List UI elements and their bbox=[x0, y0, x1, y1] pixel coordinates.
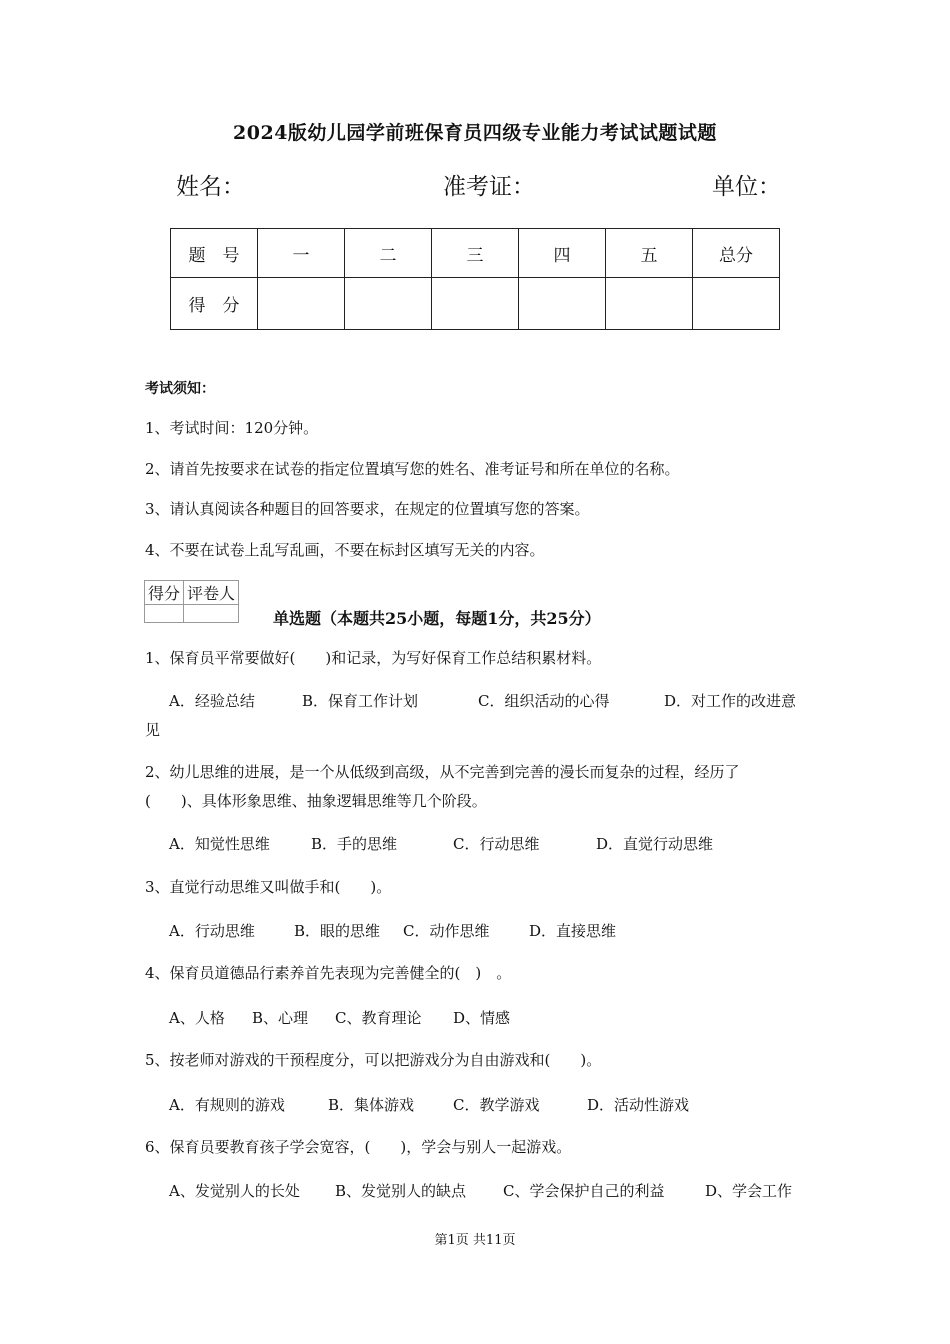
notice-item: 3、请认真阅读各种题目的回答要求，在规定的位置填写您的答案。 bbox=[145, 500, 590, 518]
question-option[interactable]: D．直接思维 bbox=[529, 922, 617, 940]
question-option[interactable]: A．知觉性思维 bbox=[169, 835, 270, 853]
question-option[interactable]: B、发觉别人的缺点 bbox=[335, 1182, 467, 1200]
document-title: 2024版幼儿园学前班保育员四级专业能力考试试题试题 bbox=[233, 122, 717, 144]
question-option[interactable]: D．活动性游戏 bbox=[587, 1096, 690, 1114]
score-header-cell: 一 bbox=[258, 229, 345, 278]
notice-item: 4、不要在试卷上乱写乱画，不要在标封区填写无关的内容。 bbox=[145, 541, 545, 559]
question-option[interactable]: A、人格 bbox=[169, 1009, 225, 1027]
score-cell[interactable] bbox=[345, 278, 432, 330]
question-option[interactable]: C、教育理论 bbox=[335, 1009, 422, 1027]
section-title: 单选题（本题共25小题，每题1分，共25分） bbox=[273, 609, 601, 628]
question-option[interactable]: C．动作思维 bbox=[403, 922, 490, 940]
grader-name-cell[interactable] bbox=[184, 605, 239, 623]
page-footer: 第1页 共11页 bbox=[434, 1233, 516, 1248]
score-header-cell: 题 号 bbox=[171, 229, 258, 278]
question-option[interactable]: C．组织活动的心得 bbox=[478, 692, 610, 710]
grader-score-cell[interactable] bbox=[145, 605, 184, 623]
score-cell[interactable] bbox=[432, 278, 519, 330]
question-option[interactable]: B．集体游戏 bbox=[328, 1096, 415, 1114]
question-stem-continued: ( )、具体形象思维、抽象逻辑思维等几个阶段。 bbox=[145, 792, 487, 810]
score-header-cell: 总分 bbox=[693, 229, 780, 278]
question-option[interactable]: A．有规则的游戏 bbox=[169, 1096, 285, 1114]
notice-title: 考试须知： bbox=[145, 381, 215, 397]
question-stem: 3、直觉行动思维又叫做手和( )。 bbox=[145, 878, 392, 896]
question-stem: 1、保育员平常要做好( )和记录，为写好保育工作总结积累材料。 bbox=[145, 649, 602, 667]
question-option[interactable]: C、学会保护自己的利益 bbox=[503, 1182, 665, 1200]
question-option[interactable]: D、情感 bbox=[453, 1009, 511, 1027]
question-option[interactable]: C．行动思维 bbox=[453, 835, 540, 853]
name-field-label: 姓名： bbox=[176, 174, 245, 200]
question-option[interactable]: B．眼的思维 bbox=[294, 922, 381, 940]
score-table bbox=[170, 228, 780, 330]
score-cell[interactable] bbox=[693, 278, 780, 330]
question-option[interactable]: A．行动思维 bbox=[169, 922, 255, 940]
grader-score-label: 得分 bbox=[145, 581, 184, 605]
notice-item: 1、考试时间：120分钟。 bbox=[145, 419, 319, 437]
score-header-cell: 四 bbox=[519, 229, 606, 278]
question-stem: 5、按老师对游戏的干预程度分，可以把游戏分为自由游戏和( )。 bbox=[145, 1051, 602, 1069]
grader-name-label: 评卷人 bbox=[184, 581, 239, 605]
score-header-cell: 二 bbox=[345, 229, 432, 278]
question-option[interactable]: B．保育工作计划 bbox=[302, 692, 419, 710]
score-cell[interactable] bbox=[258, 278, 345, 330]
score-cell[interactable] bbox=[606, 278, 693, 330]
question-option[interactable]: D、学会工作 bbox=[705, 1182, 793, 1200]
question-option[interactable]: C．教学游戏 bbox=[453, 1096, 540, 1114]
question-stem: 2、幼儿思维的进展，是一个从低级到高级，从不完善到完善的漫长而复杂的过程，经历了 bbox=[145, 763, 740, 781]
question-option[interactable]: D．对工作的改进意 bbox=[664, 692, 797, 710]
score-row-label: 得 分 bbox=[171, 278, 258, 330]
score-header-cell: 五 bbox=[606, 229, 693, 278]
score-header-cell: 三 bbox=[432, 229, 519, 278]
score-cell[interactable] bbox=[519, 278, 606, 330]
question-stem: 4、保育员道德品行素养首先表现为完善健全的( ) 。 bbox=[145, 964, 512, 982]
score-table-score-row bbox=[171, 278, 780, 330]
grader-box bbox=[144, 580, 239, 623]
question-option[interactable]: B、心理 bbox=[252, 1009, 309, 1027]
question-option[interactable]: D．直觉行动思维 bbox=[596, 835, 714, 853]
notice-item: 2、请首先按要求在试卷的指定位置填写您的姓名、准考证号和所在单位的名称。 bbox=[145, 460, 680, 478]
question-option[interactable]: B．手的思维 bbox=[311, 835, 398, 853]
question-option-wrap: 见 bbox=[145, 721, 161, 739]
question-option[interactable]: A．经验总结 bbox=[169, 692, 255, 710]
unit-field-label: 单位： bbox=[712, 174, 781, 200]
score-table-header-row bbox=[171, 229, 780, 278]
question-option[interactable]: A、发觉别人的长处 bbox=[169, 1182, 300, 1200]
exam-number-field-label: 准考证： bbox=[443, 174, 535, 200]
question-stem: 6、保育员要教育孩子学会宽容，( )，学会与别人一起游戏。 bbox=[145, 1138, 572, 1156]
